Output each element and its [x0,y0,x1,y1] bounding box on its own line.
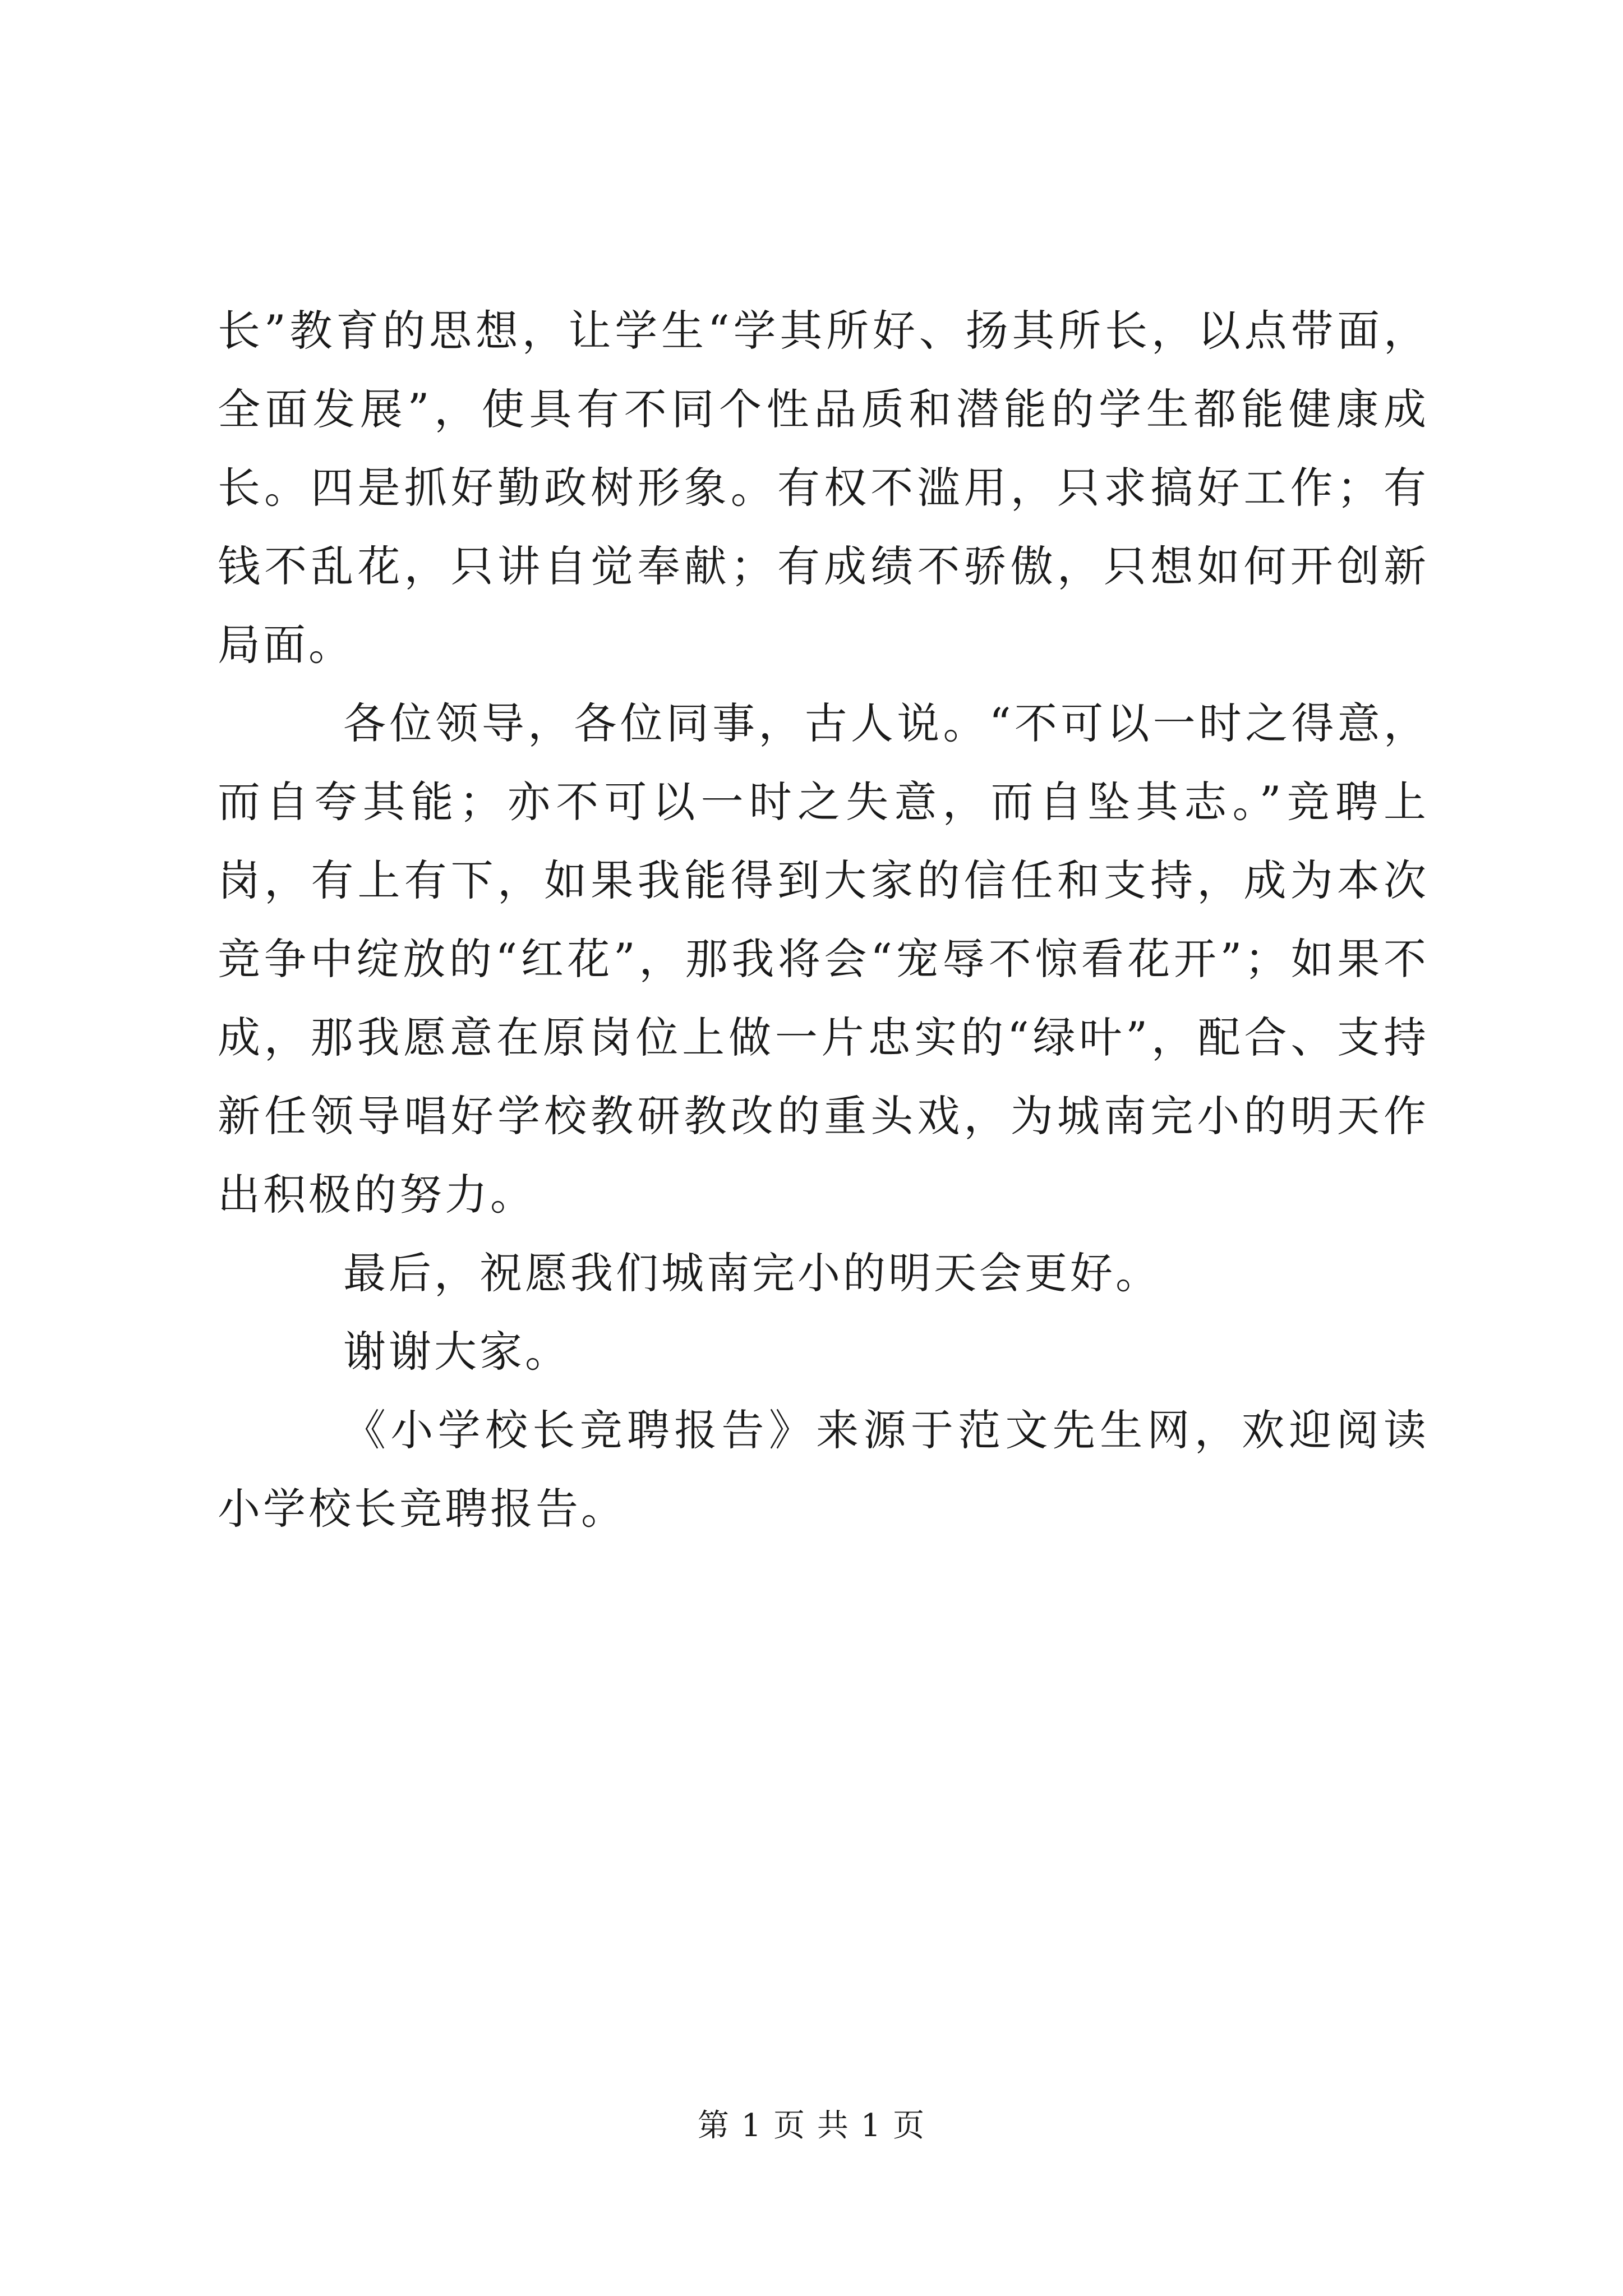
page-number-footer: 第 1 页 共 1 页 [697,2108,926,2144]
paragraph-5: 《小学校长竞聘报告》来源于范文先生网，欢迎阅读小学校长竞聘报告。 [218,1405,1429,1534]
paragraph-4: 谢谢大家。 [343,1327,570,1377]
document-body [218,292,1429,1548]
paragraph-2: 各位领导，各位同事，古人说。“不可以一时之得意，而自夸其能；亦不可以一时之失意，而自坠其志。”竞聘上岗，有上有下，如果我能得到大家的信任和支持，成为本次竞争中绽放的“红花”，那我将会“宠辱不惊看花开”；如果不成，那我愿意在原岗位上做一片忠实的“绿叶”，配合、支持新任领导唱好学校教研教改的重头戏，为城南完小的明天作出积极的努力。 [218,698,1429,1220]
paragraph-3: 最后，祝愿我们城南完小的明天会更好。 [343,1248,1161,1298]
paragraph-1: 长”教育的思想，让学生“学其所好、扬其所长，以点带面，全面发展”，使具有不同个性品质和潜能的学生都能健康成长。四是抓好勤政树形象。有权不滥用，只求搞好工作；有钱不乱花，只讲自觉奉献；有成绩不骄傲，只想如何开创新局面。 [218,306,1429,670]
